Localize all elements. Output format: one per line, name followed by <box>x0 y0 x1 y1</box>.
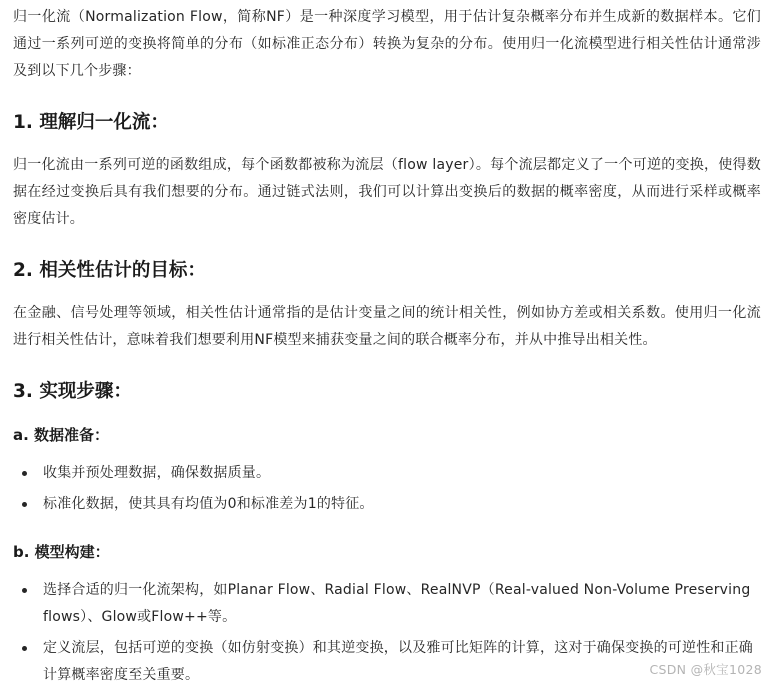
article <box>13 0 761 689</box>
section-heading-understand-nf: 1. 理解归一化流： <box>13 112 169 133</box>
list-item-text: 收集并预处理数据，确保数据质量。 <box>43 465 271 481</box>
bullet-dot-icon <box>22 588 27 593</box>
bullet-dot-icon <box>22 502 27 507</box>
section-paragraph-correlation-goal: 在金融、信号处理等领域，相关性估计通常指的是估计变量之间的统计相关性，例如协方差或相关系数。使用归一化流进行相关性估计，意味着我们想要利用NF模型来捕获变量之间的联合概率分布，并从中推导出相关性。 <box>13 305 761 348</box>
subheading-data-preparation: a. 数据准备： <box>13 426 110 444</box>
intro-paragraph: 归一化流（Normalization Flow，简称NF）是一种深度学习模型，用于估计复杂概率分布并生成新的数据样本。它们通过一系列可逆的变换将简单的分布（如标准正态分布）转换为复杂的分布。使用归一化流模型进行相关性估计通常涉及到以下几个步骤： <box>13 9 761 79</box>
subheading-model-building: b. 模型构建： <box>13 543 110 561</box>
section-paragraph-understand-nf: 归一化流由一系列可逆的函数组成，每个函数都被称为流层（flow layer）。每个流层都定义了一个可逆的变换，使得数据在经过变换后具有我们想要的分布。通过链式法则，我们可以计算出变换后的数据的概率密度，从而进行采样或概率密度估计。 <box>13 157 761 227</box>
data-preparation-list <box>13 460 761 518</box>
list-item-text: 标准化数据，使其具有均值为0和标准差为1的特征。 <box>43 496 374 512</box>
list-item-text: 选择合适的归一化流架构，如Planar Flow、Radial Flow、RealNVP（Real-valued Non-Volume Preserving flows）、Glow或Flow++等。 <box>43 582 751 625</box>
section-heading-correlation-goal: 2. 相关性估计的目标： <box>13 260 206 281</box>
bullet-dot-icon <box>22 471 27 476</box>
section-heading-implementation-steps: 3. 实现步骤： <box>13 381 132 402</box>
csdn-watermark: CSDN @秋宝1028 <box>649 662 762 677</box>
bullet-dot-icon <box>22 646 27 651</box>
list-item <box>13 460 761 487</box>
list-item <box>13 491 761 518</box>
list-item-text: 定义流层，包括可逆的变换（如仿射变换）和其逆变换，以及雅可比矩阵的计算，这对于确保变换的可逆性和正确计算概率密度至关重要。 <box>43 640 753 683</box>
list-item <box>13 577 761 631</box>
